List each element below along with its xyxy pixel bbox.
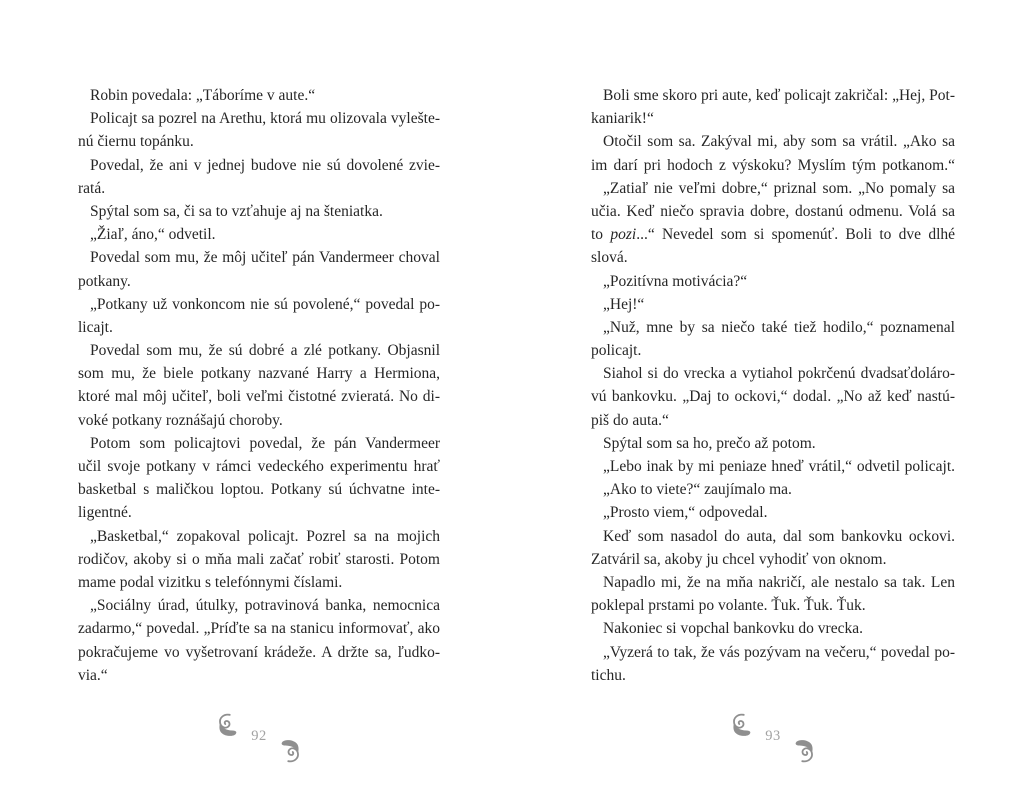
flourish-left-icon bbox=[730, 712, 752, 741]
text-line: „Prosto viem,“ odpovedal. bbox=[603, 504, 768, 522]
text-line: Keď som nasadol do auta, dal som bankovku ockovi. bbox=[603, 527, 955, 545]
text-line: ktoré mal môj učiteľ, boli veľmi čistotné zvieratá. No di- bbox=[78, 388, 440, 406]
text-line: to pozi...“ Nevedel som si spomenúť. Boli to dve dlhé bbox=[591, 226, 956, 244]
text-line: „Hej!“ bbox=[603, 295, 645, 313]
text-line: Nakoniec si vopchal bankovku do vrecka. bbox=[603, 620, 863, 638]
text-line: Povedal som mu, že sú dobré a zlé potkany. Objasnil bbox=[90, 342, 440, 360]
text-line: mame podal vizitku s telefónnymi číslami. bbox=[78, 573, 343, 591]
text-line: poklepal prstami po volante. Ťuk. Ťuk. Ťuk. bbox=[591, 597, 866, 615]
right-page-footer bbox=[591, 712, 955, 764]
text-line: Povedal som mu, že môj učiteľ pán Vandermeer choval bbox=[90, 249, 440, 267]
text-line: vú bankovku. „Daj to ockovi,“ dodal. „No až keď nastú- bbox=[591, 388, 955, 406]
text-line: potkany. bbox=[78, 272, 131, 290]
text-line: „Žiaľ, áno,“ odvetil. bbox=[90, 226, 216, 244]
text-line: som mu, že biele potkany nazvané Harry a Hermiona, bbox=[78, 365, 440, 383]
left-page-footer bbox=[78, 712, 440, 764]
text-line: tichu. bbox=[591, 666, 626, 684]
flourish-right-icon bbox=[794, 735, 816, 764]
text-line: „Ako to viete?“ zaujímalo ma. bbox=[603, 481, 792, 499]
text-line: ratá. bbox=[78, 179, 106, 197]
page-number: 92 bbox=[251, 728, 267, 744]
text-line: Policajt sa pozrel na Arethu, ktorá mu olizovala vylešte- bbox=[90, 110, 440, 128]
text-line: voké potkany roznášajú choroby. bbox=[78, 411, 283, 429]
text-line: pokračujeme vo vyšetrovaní krádeže. A držte sa, ľudko- bbox=[78, 643, 440, 661]
text-line: „Lebo inak by mi peniaze hneď vrátil,“ odvetil policajt. bbox=[603, 458, 955, 475]
text-line: Robin povedala: „Táboríme v aute.“ bbox=[90, 87, 316, 104]
flourish-left-icon bbox=[216, 712, 238, 741]
text-line: im darí pri hodoch z výskoku? Myslím tým potkanom.“ bbox=[591, 156, 955, 174]
text-line: „Sociálny úrad, útulky, potravinová banka, nemocnica bbox=[90, 597, 440, 615]
text-line: via.“ bbox=[78, 666, 108, 684]
text-line: licajt. bbox=[78, 318, 113, 336]
flourish-right-icon bbox=[280, 735, 302, 764]
text-line: učil svoje potkany v rámci vedeckého experimentu hrať bbox=[78, 458, 440, 475]
text-line: „Potkany už vonkoncom nie sú povolené,“ povedal po- bbox=[90, 295, 440, 313]
text-line: Siahol si do vrecka a vytiahol pokrčenú dvadsaťdoláro- bbox=[603, 365, 955, 383]
page-number: 93 bbox=[765, 728, 781, 744]
text-line: Otočil som sa. Zakýval mi, aby som sa vrátil. „Ako sa bbox=[603, 133, 955, 151]
text-line: nú čiernu topánku. bbox=[78, 133, 194, 151]
text-line: zadarmo,“ povedal. „Príďte sa na stanicu informovať, ako bbox=[78, 620, 440, 638]
text-line: Zatváril sa, akoby ju chcel vyhodiť von oknom. bbox=[591, 550, 887, 568]
text-line: „Pozitívna motivácia?“ bbox=[603, 272, 748, 290]
right-page-text bbox=[591, 84, 955, 687]
text-line: Spýtal som sa ho, prečo až potom. bbox=[603, 434, 816, 452]
text-line: basketbal s maličkou loptou. Potkany sú úchvatne inte- bbox=[78, 481, 440, 499]
text-line: učia. Keď niečo spravia dobre, dostanú odmenu. Volá sa bbox=[591, 202, 955, 220]
text-line: Boli sme skoro pri aute, keď policajt zakričal: „Hej, Pot- bbox=[603, 87, 955, 104]
text-line: „Basketbal,“ zopakoval policajt. Pozrel sa na mojich bbox=[90, 527, 440, 545]
text-line: Potom som policajtovi povedal, že pán Vandermeer bbox=[90, 434, 440, 452]
text-line: „Zatiaľ nie veľmi dobre,“ priznal som. „No pomaly sa bbox=[603, 179, 955, 197]
text-line: ligentné. bbox=[78, 504, 132, 522]
left-page-text bbox=[78, 84, 440, 687]
text-line: Spýtal som sa, či sa to vzťahuje aj na šteniatka. bbox=[90, 202, 383, 220]
text-line: policajt. bbox=[591, 342, 642, 360]
text-line: „Vyzerá to tak, že vás pozývam na večeru,“ povedal po- bbox=[603, 643, 955, 661]
text-line: rodičov, akoby si o mňa mali začať robiť starosti. Potom bbox=[78, 550, 440, 568]
text-line: „Nuž, mne by sa niečo také tiež hodilo,“ poznamenal bbox=[603, 318, 955, 336]
text-line: slová. bbox=[591, 249, 628, 267]
text-line: piš do auta.“ bbox=[591, 411, 669, 429]
text-line: Povedal, že ani v jednej budove nie sú dovolené zvie- bbox=[90, 156, 440, 174]
text-line: kaniarik!“ bbox=[591, 110, 654, 128]
text-line: Napadlo mi, že na mňa nakričí, ale nestalo sa tak. Len bbox=[603, 573, 955, 591]
